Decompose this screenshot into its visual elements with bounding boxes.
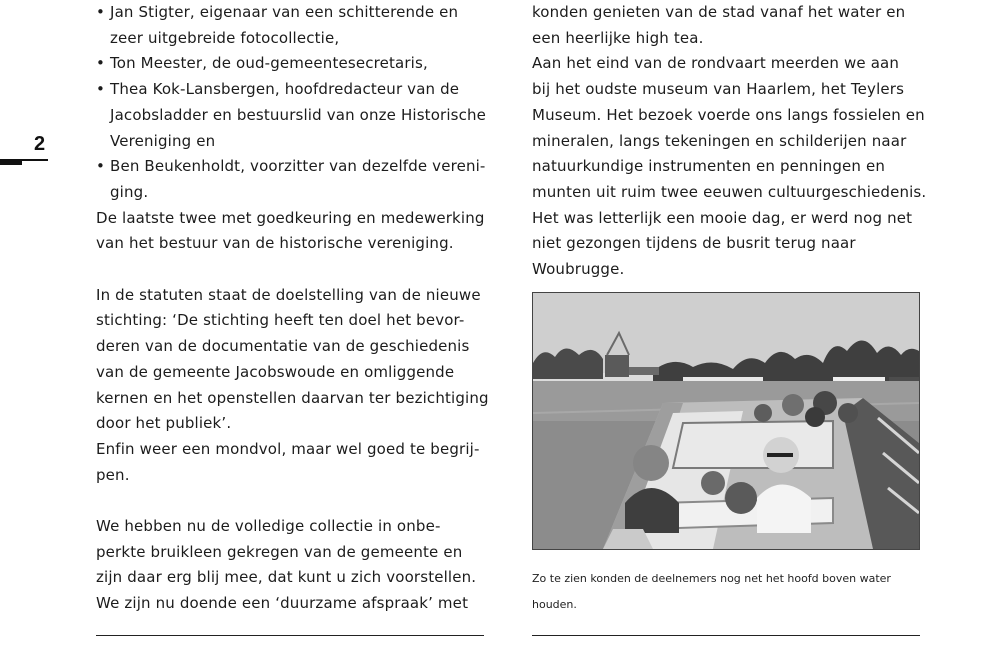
text-line: Het was letterlijk een mooie dag, er werd nog net	[532, 208, 913, 227]
member-list	[96, 0, 492, 206]
text-line: door het publiek’.	[96, 414, 232, 433]
footer-rule-right	[532, 635, 920, 636]
text-line: In de statuten staat de doelstelling van de nieuwe	[96, 285, 481, 304]
paragraph	[532, 51, 927, 282]
right-column	[532, 0, 927, 283]
paragraph	[532, 0, 924, 51]
paragraph	[96, 437, 492, 488]
text-line: We zijn nu doende een ‘duurzame afspraak’ met	[96, 594, 469, 613]
text-line: • Ton Meester, de oud-gemeentesecretaris,	[110, 54, 428, 73]
caption-line: houden.	[532, 598, 577, 611]
caption-line: Zo te zien konden de deelnemers nog net het hoofd boven water	[532, 572, 891, 585]
paragraph	[96, 283, 492, 437]
text-line: konden genieten van de stad vanaf het water en	[532, 3, 906, 21]
list-item	[96, 77, 492, 154]
page-marker	[0, 159, 48, 167]
page-marker-line	[0, 159, 48, 161]
text-line: • Thea Kok-Lansbergen, hoofdredacteur van de	[110, 80, 460, 99]
text-line: van het bestuur van de historische vereniging.	[96, 234, 454, 253]
text-line: stichting: ‘De stichting heeft ten doel het bevor-	[96, 311, 465, 330]
paragraph	[96, 206, 492, 257]
text-line: We hebben nu de volledige collectie in onbe-	[96, 517, 441, 536]
text-line: natuurkundige instrumenten en penningen en	[532, 157, 885, 176]
text-line: munten uit ruim twee eeuwen cultuurgeschiedenis.	[532, 182, 927, 201]
paragraph-gap	[96, 488, 492, 514]
left-column	[96, 0, 492, 617]
text-line: deren van de documentatie van de geschiedenis	[96, 337, 470, 356]
text-line: een heerlijke high tea.	[532, 28, 704, 47]
text-line: bij het oudste museum van Haarlem, het Teylers	[532, 80, 905, 99]
text-line: niet gezongen tijdens de busrit terug naar	[532, 234, 856, 253]
page-number: 2	[34, 133, 46, 155]
text-line: • Ben Beukenholdt, voorzitter van dezelfde vereni-	[110, 157, 486, 176]
text-line: mineralen, langs tekeningen en schilderijen naar	[532, 131, 907, 150]
text-line: Vereniging en	[110, 131, 216, 150]
list-item	[96, 154, 492, 205]
text-line: pen.	[96, 465, 130, 484]
text-line: De laatste twee met goedkeuring en medewerking	[96, 208, 485, 227]
text-line: zeer uitgebreide fotocollectie,	[110, 28, 340, 47]
text-line: ging.	[110, 182, 149, 201]
text-line: kernen en het openstellen daarvan ter bezichtiging	[96, 388, 489, 407]
paragraph	[96, 514, 492, 617]
text-line: Museum. Het bezoek voerde ons langs fossielen en	[532, 105, 925, 124]
boat-tour-illustration	[533, 293, 919, 549]
list-item	[96, 51, 492, 77]
text-line: perkte bruikleen gekregen van de gemeente en	[96, 542, 463, 561]
list-item	[96, 0, 492, 51]
footer-rule-left	[96, 635, 484, 636]
photo-caption	[532, 566, 924, 618]
text-line: Woubrugge.	[532, 260, 625, 279]
text-line: Jacobsladder en bestuurslid van onze Historische	[110, 105, 487, 124]
text-line: Enfin weer een mondvol, maar wel goed te begrij-	[96, 439, 480, 458]
paragraph-gap	[96, 257, 492, 283]
boat-tour-photo	[532, 292, 920, 550]
text-line: Aan het eind van de rondvaart meerden we aan	[532, 54, 900, 73]
text-line: • Jan Stigter, eigenaar van een schitterende en	[110, 3, 459, 21]
text-line: van de gemeente Jacobswoude en omliggende	[96, 362, 455, 381]
text-line: zijn daar erg blij mee, dat kunt u zich voorstellen.	[96, 568, 477, 587]
